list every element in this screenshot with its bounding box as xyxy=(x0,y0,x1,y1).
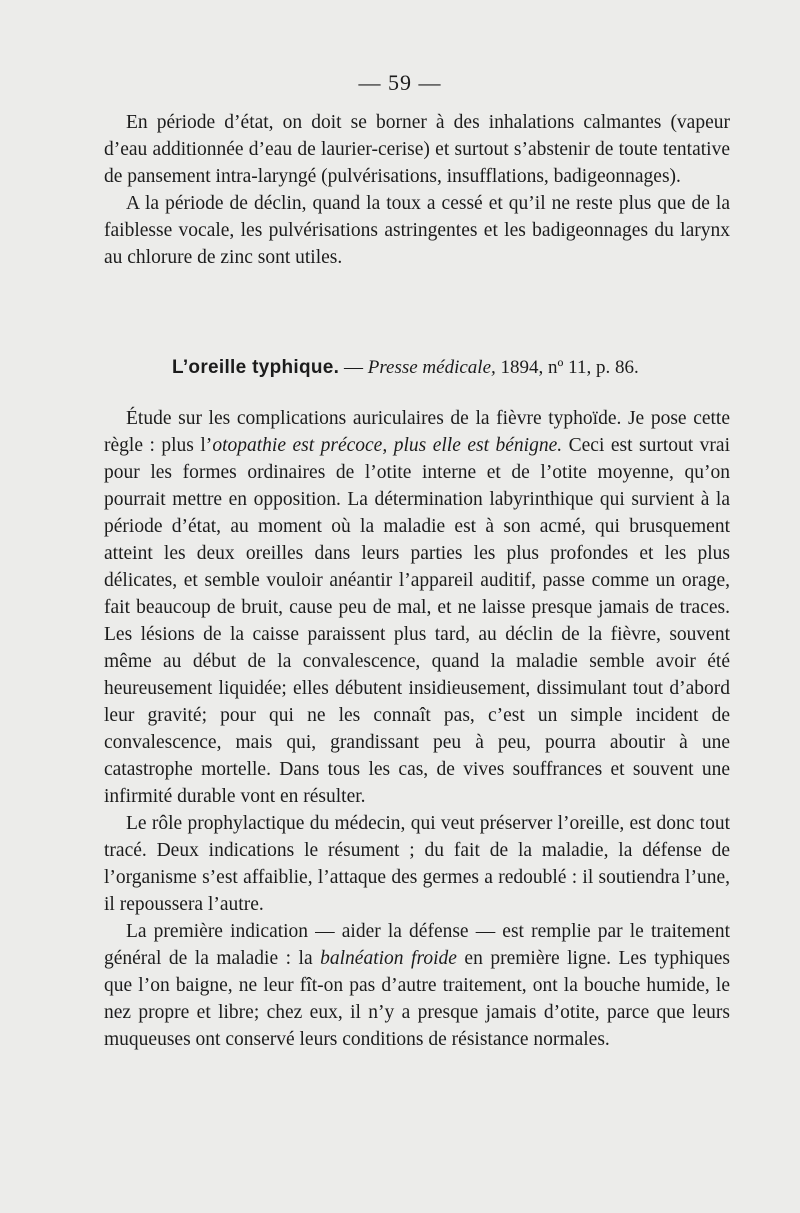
paragraph-etude-part2: Ceci est surtout vrai pour les formes ordinaires de l’otite interne et de l’otite moyenne, qu’on pourrait mettre en opposition. La détermination labyrinthique qui survient à la période d’état, au moment où la maladie est à son acmé, qui brusquement atteint les deux oreilles dans leurs parties les plus profondes et les plus délicates, et semble vouloir anéantir l’appareil auditif, passe comme un orage, fait beaucoup de bruit, cause peu de mal, et ne laisse presque jamais de traces. Les lésions de la caisse paraissent plus tard, au déclin de la fièvre, souvent même au début de la convalescence, quand la maladie semble avoir été heureusement liquidée; elles débutent insidieusement, dissimulant tout d’abord leur gravité; pour qui ne les connaît pas, c’est un simple incident de convalescence, mais qui, grandissant peu à peu, pourra aboutir à une catastrophe mortelle. Dans tous les cas, de vives souffrances et souvent une infirmité durable vont en résulter. xyxy=(104,435,730,807)
text-block-article xyxy=(104,405,730,1053)
section-heading xyxy=(172,356,732,380)
paragraph-inhalations: En période d’état, on doit se borner à des inhalations calmantes (vapeur d’eau additionnée d’eau de laurier-cerise) et surtout s’abstenir de toute tentative de pansement intra-laryngé (pulvérisations, insufflations, badigeonnages). xyxy=(104,112,730,187)
journal-name: Presse médicale, xyxy=(367,357,496,378)
text-block-top xyxy=(104,109,730,271)
section-title: L’oreille typhique. xyxy=(172,357,340,378)
paragraph-declin: A la période de déclin, quand la toux a cessé et qu’il ne reste plus que de la faiblesse vocale, les pulvérisations astringentes et les badigeonnages du larynx au chlorure de zinc sont utiles. xyxy=(104,193,730,268)
page-number: — 59 — xyxy=(358,70,442,95)
paragraph-etude-part1: Étude sur les complications auriculaires de la fièvre typhoïde. Je pose cette règle : plus l’ xyxy=(104,408,730,456)
paragraph-etude-emphasis: otopathie est précoce, plus elle est bénigne. xyxy=(212,435,563,456)
paragraph-indication-emphasis: balnéation froide xyxy=(320,948,457,969)
paragraph-indication-part2: en première ligne. Les typhiques que l’on baigne, ne leur fît-on pas d’autre traitement, ont la bouche humide, le nez propre et libre; chez eux, il n’y a presque jamais d’otite, parce que leurs muqueuses ont conservé leurs conditions de résistance normales. xyxy=(104,948,730,1050)
paragraph-indication-part1: La première indication — aider la défense — est remplie par le traitement général de la maladie : la xyxy=(104,921,730,969)
paragraph-etude xyxy=(104,405,730,810)
citation: 1894, nº 11, p. 86. xyxy=(495,357,639,378)
paragraph-role-prophylactique: Le rôle prophylactique du médecin, qui veut préserver l’oreille, est donc tout tracé. Deux indications le résument ; du fait de la maladie, la défense de l’organisme s’est affaiblie, l’attaque des germes a redoublé : il soutiendra l’une, il repoussera l’autre. xyxy=(104,813,730,915)
paragraph-premiere-indication xyxy=(104,918,730,1053)
heading-dash: — xyxy=(339,357,368,378)
